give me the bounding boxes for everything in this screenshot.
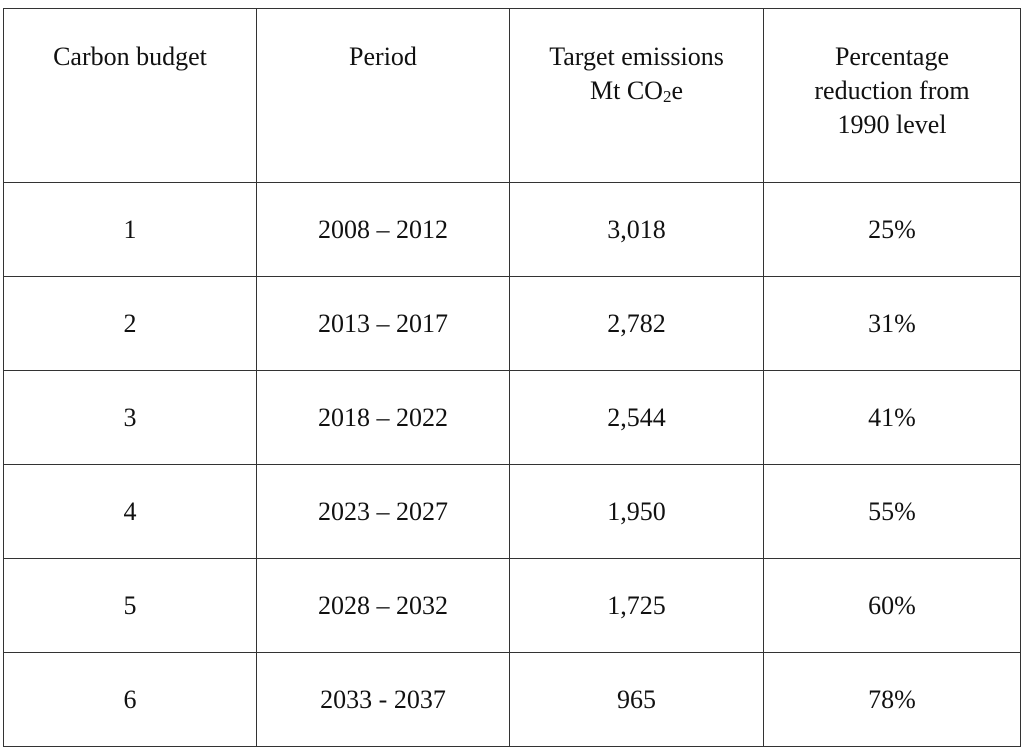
table-header — [4, 9, 1021, 183]
table-row — [4, 277, 1021, 371]
table-row — [4, 559, 1021, 653]
cell-emissions: 1,950 — [510, 465, 764, 559]
cell-period: 2033 - 2037 — [257, 653, 510, 747]
header-reduction-line3: 1990 level — [837, 110, 947, 139]
cell-budget: 6 — [4, 653, 257, 747]
cell-budget: 5 — [4, 559, 257, 653]
header-target-emissions — [510, 9, 764, 183]
cell-budget: 1 — [4, 183, 257, 277]
header-reduction-line2: reduction from — [814, 76, 970, 105]
cell-emissions: 2,782 — [510, 277, 764, 371]
cell-reduction: 55% — [764, 465, 1021, 559]
cell-budget: 2 — [4, 277, 257, 371]
carbon-budget-table — [3, 8, 1021, 747]
header-unit-subscript: 2 — [662, 87, 672, 106]
cell-reduction: 25% — [764, 183, 1021, 277]
cell-period: 2013 – 2017 — [257, 277, 510, 371]
cell-emissions: 3,018 — [510, 183, 764, 277]
header-reduction-line1: Percentage — [834, 42, 950, 71]
cell-reduction: 78% — [764, 653, 1021, 747]
cell-emissions: 1,725 — [510, 559, 764, 653]
header-carbon-budget: Carbon budget — [4, 9, 257, 183]
cell-reduction: 31% — [764, 277, 1021, 371]
table-row — [4, 653, 1021, 747]
table-row — [4, 465, 1021, 559]
header-percentage-reduction — [764, 9, 1021, 183]
cell-period: 2008 – 2012 — [257, 183, 510, 277]
header-unit-suffix: e — [671, 76, 683, 105]
header-period: Period — [257, 9, 510, 183]
header-unit-prefix: Mt CO — [589, 76, 663, 105]
cell-emissions: 965 — [510, 653, 764, 747]
header-target-emissions-line2 — [518, 74, 755, 108]
table-row — [4, 183, 1021, 277]
cell-period: 2018 – 2022 — [257, 371, 510, 465]
header-row — [4, 9, 1021, 183]
cell-period: 2023 – 2027 — [257, 465, 510, 559]
cell-budget: 3 — [4, 371, 257, 465]
cell-period: 2028 – 2032 — [257, 559, 510, 653]
cell-reduction: 41% — [764, 371, 1021, 465]
cell-budget: 4 — [4, 465, 257, 559]
table-body — [4, 183, 1021, 747]
table-row — [4, 371, 1021, 465]
cell-emissions: 2,544 — [510, 371, 764, 465]
cell-reduction: 60% — [764, 559, 1021, 653]
header-target-emissions-line1: Target emissions — [549, 42, 724, 71]
